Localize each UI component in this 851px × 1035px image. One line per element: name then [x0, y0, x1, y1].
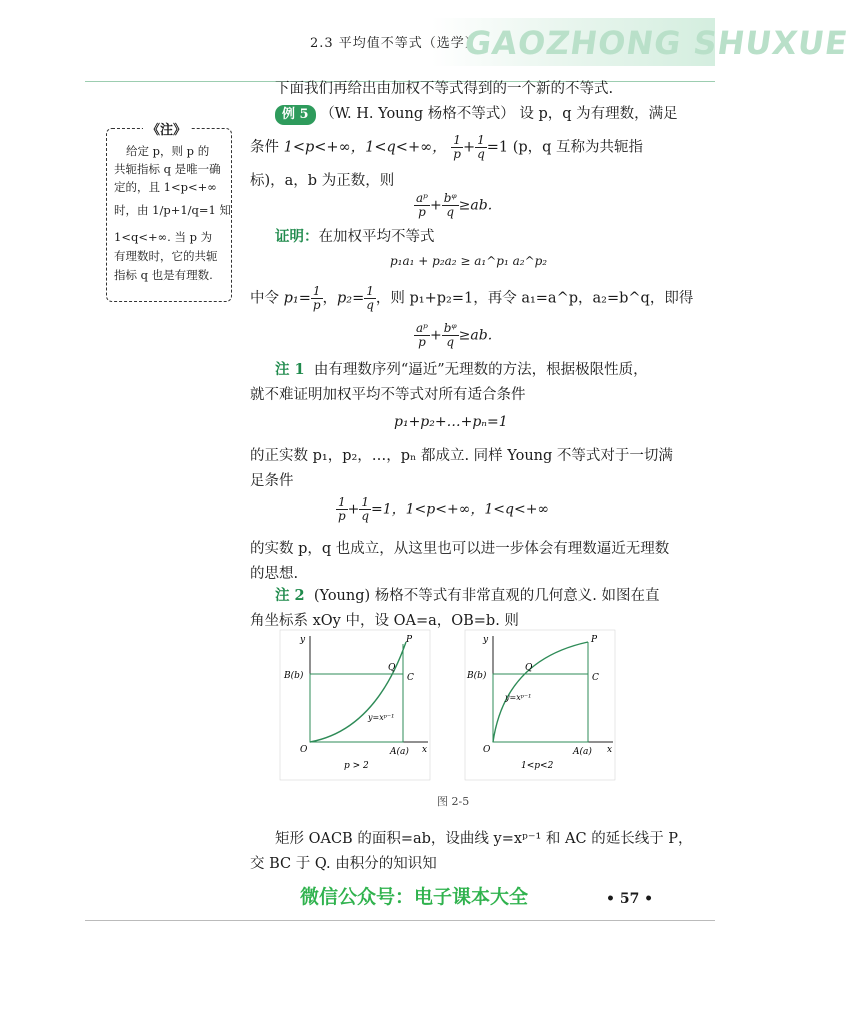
- note1-line-6: 的思想.: [250, 566, 299, 582]
- example-line1-tail: 设 p，q 为有理数，满足: [519, 106, 678, 122]
- young-ineq-tail-2: ≥ab.: [458, 327, 493, 344]
- note1-line-3: 的正实数 p₁，p₂，…，pₙ 都成立. 同样 Young 不等式对于一切满: [250, 448, 673, 464]
- left-p-label: P: [406, 635, 413, 645]
- right-p-label: P: [591, 635, 598, 645]
- section-title: 2.3 平均值不等式（选学）: [310, 36, 479, 51]
- left-o-label: O: [300, 745, 308, 755]
- left-q-label: Q: [388, 663, 396, 673]
- note2-line-2: 角坐标系 xOy 中，设 OA=a，OB=b. 则: [250, 613, 519, 629]
- page-header: [85, 18, 851, 66]
- closing-line-2: 交 BC 于 Q. 由积分的知识知: [250, 856, 437, 872]
- example-cond: 1<p<+∞，1<q<+∞，: [283, 139, 447, 156]
- note2-label: 注 2: [275, 587, 305, 604]
- frac-1-p: $\frac{1}{p}$: [453, 133, 461, 161]
- young-figures: [280, 630, 620, 780]
- figure-caption: 图 2-5: [437, 795, 470, 808]
- young-ineq-tail: ≥ab.: [458, 197, 493, 214]
- left-frame: [280, 630, 430, 780]
- side-note-line-7: 指标 q 也是有理数.: [114, 268, 213, 282]
- proof-sub-mid: ，则 p₁+p₂=1，再令 a₁=a^p，a₂=b^q，即得: [375, 290, 694, 307]
- right-condition: 1<p<2: [521, 761, 554, 771]
- note1-line-4: 足条件: [250, 473, 294, 489]
- example-line-3: 标)，a，b 为正数，则: [250, 173, 395, 189]
- left-curve-label: y=xᵖ⁻¹: [368, 713, 395, 722]
- right-curve-label: y=xᵖ⁻¹: [505, 693, 532, 702]
- left-a-label: A(a): [390, 747, 409, 757]
- left-y-label: y: [300, 635, 306, 645]
- note1-line-1: [275, 357, 648, 383]
- young-inequality-2: $\frac{\text{aᵖ}}{p}$ + $\frac{\text{bᵠ}}{q}$ ≥ab.: [416, 321, 493, 349]
- closing-line-1: 矩形 OACB 的面积=ab，设曲线 y=xᵖ⁻¹ 和 AC 的延长线于 P，: [275, 831, 693, 847]
- proof-substitution: 中令 p₁= $\frac{1}{p}$ ，p₂= $\frac{1}{q}$ ，则 p₁+p₂=1，再令 a₁=a^p，a₂=b^q，即得: [250, 284, 694, 312]
- left-c-label: C: [407, 673, 414, 683]
- example-cond-tail: (p，q 互称为共轭指: [512, 139, 644, 156]
- example-cond-head: 条件: [250, 139, 279, 156]
- right-a-label: A(a): [573, 747, 592, 757]
- left-x-label: x: [422, 745, 428, 755]
- header-watermark: GAOZHONG SHUXUE: [462, 24, 851, 62]
- young-inequality: $\frac{\text{aᵖ}}{p}$ + $\frac{\text{bᵠ}}{q}$ ≥ab.: [416, 191, 493, 219]
- side-note-line-4: 时，由 1/p+1/q=1 知: [114, 203, 232, 217]
- note2-line-1: [275, 583, 660, 609]
- example-title: （W. H. Young 杨格不等式）: [320, 106, 515, 122]
- frac-1-q: $\frac{1}{q}$: [477, 133, 485, 161]
- sum-formula: p₁+p₂+…+pₙ=1: [394, 414, 508, 430]
- proof-text: 在加权平均不等式: [318, 229, 435, 245]
- side-note-line-1: 给定 p，则 p 的: [126, 144, 210, 158]
- right-b-label: B(b): [467, 671, 487, 681]
- right-c-label: C: [592, 673, 599, 683]
- wechat-watermark: 微信公众号：电子课本大全: [300, 886, 529, 908]
- right-o-label: O: [483, 745, 491, 755]
- weighted-mean-formula: p₁a₁ + p₂a₂ ≥ a₁^p₁ a₂^p₂: [390, 254, 548, 268]
- proof-label: 证明：: [275, 228, 319, 245]
- side-note-line-3: 定的，且 1<p<+∞: [114, 180, 217, 194]
- right-frame: [465, 630, 615, 780]
- example-badge: 例 5: [275, 105, 316, 125]
- example-line-2: 条件 1<p<+∞，1<q<+∞， $\frac{1}{p}$ + $\frac{1}{q}$ =1 (p，q 互称为共轭指: [250, 133, 644, 161]
- side-note-title: 《注》: [143, 119, 190, 138]
- right-y-label: y: [483, 635, 489, 645]
- figure-right: [465, 630, 615, 780]
- note1-text-1: 由有理数序列“逼近”无理数的方法，根据极限性质，: [313, 362, 648, 378]
- side-note-line-5: 1<q<+∞. 当 p 为: [114, 230, 213, 244]
- note1-label: 注 1: [275, 361, 305, 378]
- conjugate-condition: $\frac{1}{p}$ + $\frac{1}{q}$ =1，1<p<+∞，1<q<+∞: [337, 495, 550, 523]
- bottom-rule: [85, 920, 715, 921]
- example-line-1: [275, 101, 678, 127]
- figure-left: [280, 630, 430, 780]
- conjugate-tail: =1，1<p<+∞，1<q<+∞: [371, 501, 550, 518]
- left-condition: p > 2: [344, 761, 369, 771]
- note1-line-2: 就不难证明加权平均不等式对所有适合条件: [250, 387, 526, 403]
- side-note-line-6: 有理数时，它的共轭: [114, 249, 218, 263]
- intro-text: 下面我们再给出由加权不等式得到的一个新的不等式.: [275, 81, 614, 97]
- note1-line-5: 的实数 p，q 也成立，从这里也可以进一步体会有理数逼近无理数: [250, 541, 670, 557]
- note2-text-1: (Young) 杨格不等式有非常直观的几何意义. 如图在直: [313, 588, 660, 604]
- side-note-line-2: 共轭指标 q 是唯一确: [114, 162, 221, 176]
- right-x-label: x: [607, 745, 613, 755]
- proof-sub-head: 中令: [250, 290, 279, 307]
- left-b-label: B(b): [284, 671, 304, 681]
- proof-line: [275, 224, 435, 250]
- page-number: • 57 •: [606, 891, 654, 907]
- right-q-label: Q: [525, 663, 533, 673]
